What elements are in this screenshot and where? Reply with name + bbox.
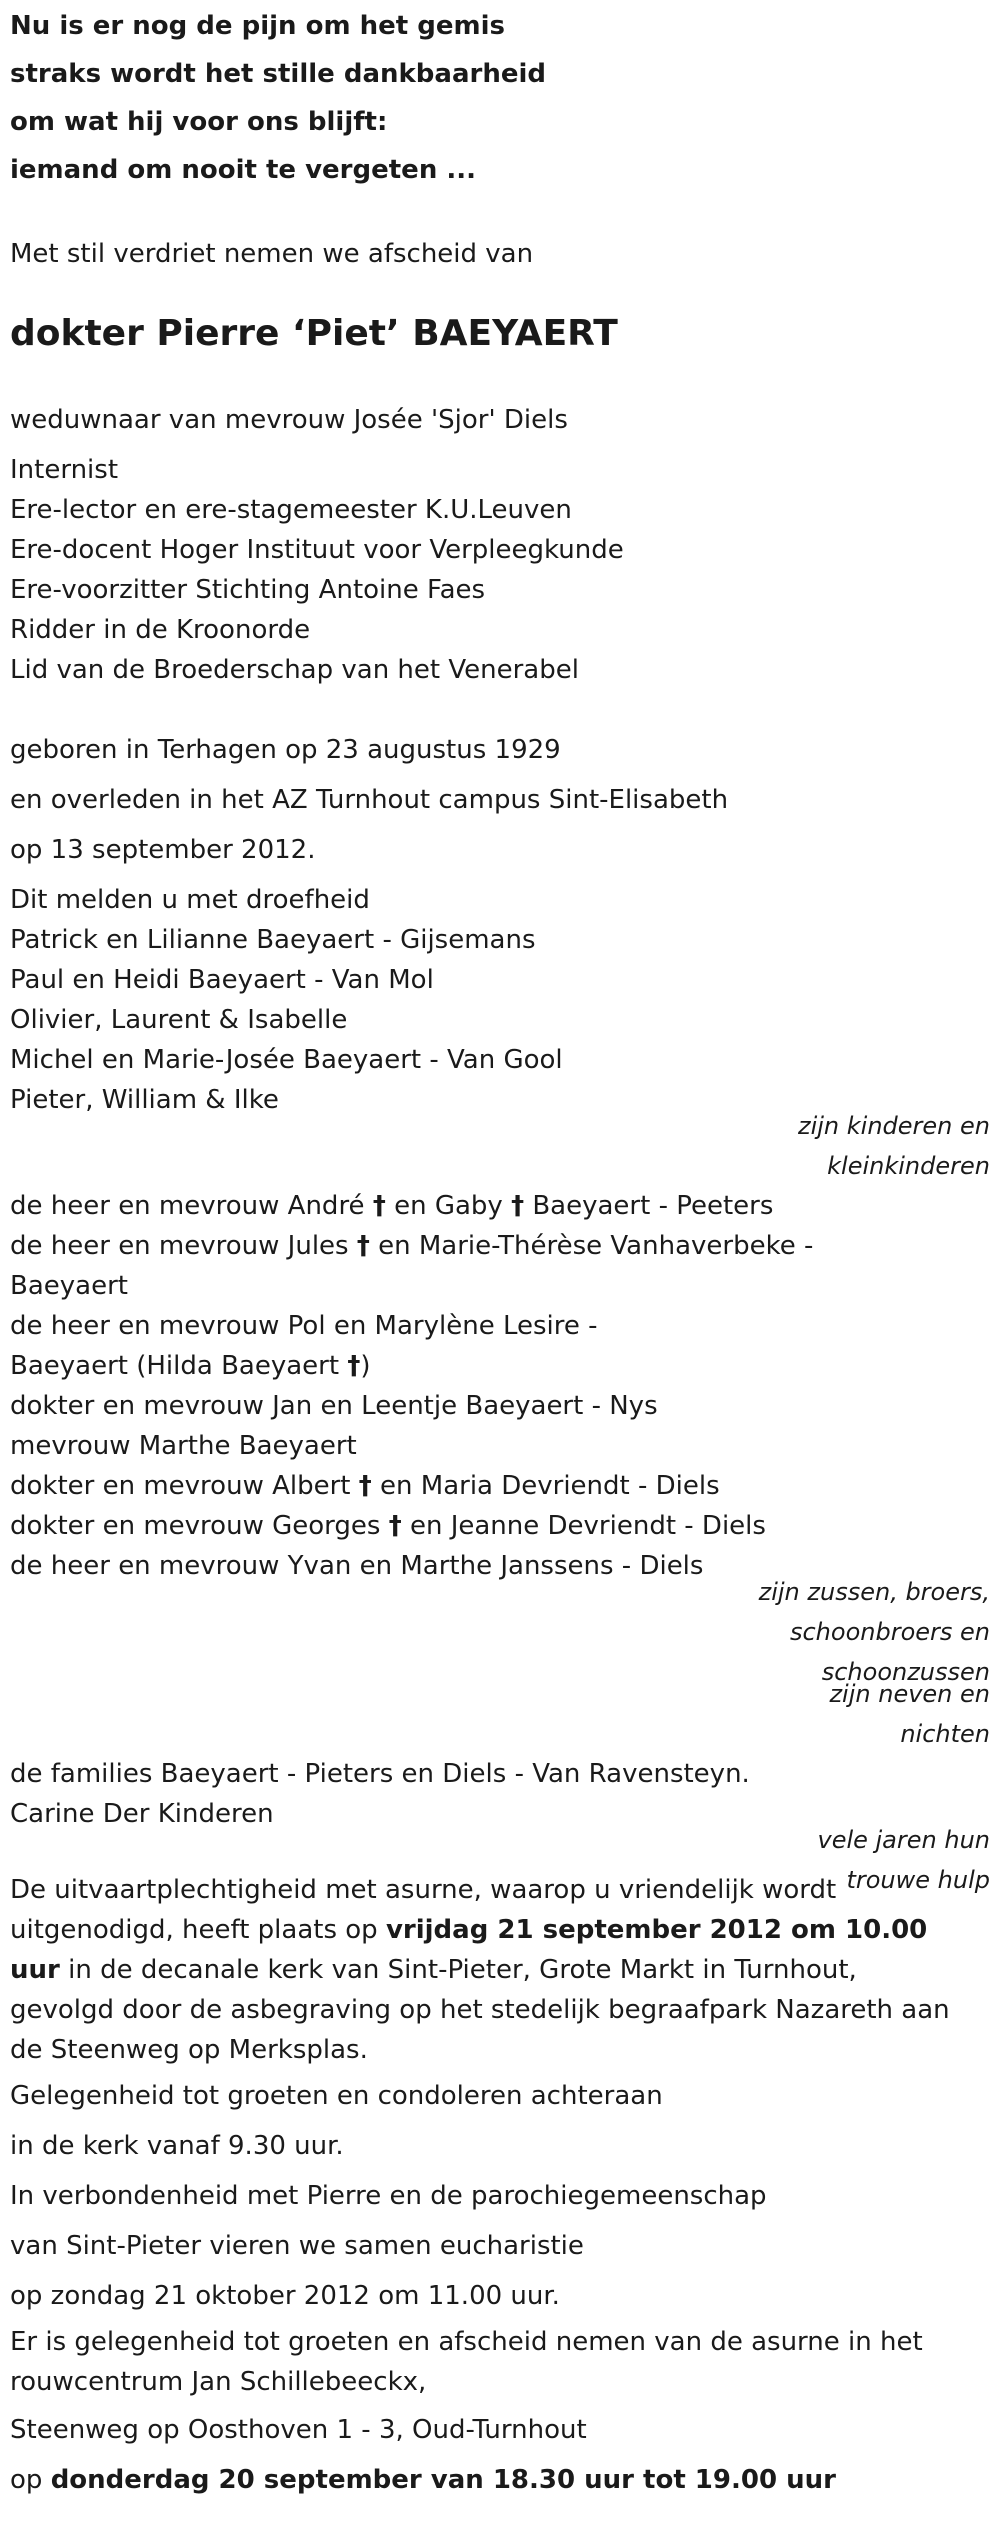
- carer: Carine Der Kinderen: [10, 1799, 274, 1829]
- children-role: zijn kinderen en: [798, 1112, 990, 1140]
- cross-icon: †: [372, 1191, 386, 1221]
- child-line: Olivier, Laurent & Isabelle: [10, 1005, 348, 1035]
- child-line: Patrick en Lilianne Baeyaert - Gijsemans: [10, 925, 536, 955]
- title-line: Ere-lector en ere-stagemeester K.U.Leuven: [10, 495, 572, 525]
- eucharist-line: In verbondenheid met Pierre en de parochiegemeenschap: [10, 2181, 767, 2211]
- carer-role: vele jaren hun: [817, 1826, 990, 1854]
- cross-icon: †: [347, 1351, 361, 1381]
- death-line: op 13 september 2012.: [10, 835, 316, 865]
- cousins-role: nichten: [900, 1720, 990, 1748]
- sibling-line: de heer en mevrouw Yvan en Marthe Janssens - Diels: [10, 1551, 704, 1581]
- child-line: Paul en Heidi Baeyaert - Van Mol: [10, 965, 434, 995]
- siblings-role: schoonzussen: [821, 1658, 990, 1686]
- intro: Met stil verdriet nemen we afscheid van: [10, 239, 534, 269]
- poem-line: straks wordt het stille dankbaarheid: [10, 59, 546, 89]
- sibling-line: dokter en mevrouw Albert † en Maria Devriendt - Diels: [10, 1471, 720, 1501]
- farewell-address: Steenweg op Oosthoven 1 - 3, Oud-Turnhout: [10, 2415, 587, 2445]
- condolence-line: Gelegenheid tot groeten en condoleren achteraan: [10, 2081, 663, 2111]
- farewell-when: op donderdag 20 september van 18.30 uur tot 19.00 uur: [10, 2465, 836, 2495]
- condolence-line: in de kerk vanaf 9.30 uur.: [10, 2131, 344, 2161]
- title-line: Internist: [10, 455, 119, 485]
- cross-icon: †: [511, 1191, 525, 1221]
- siblings-role: zijn zussen, broers,: [758, 1578, 990, 1606]
- deceased-name: dokter Pierre ‘Piet’ BAEYAERT: [10, 313, 618, 354]
- sibling-line: de heer en mevrouw Jules † en Marie-Thérèse Vanhaverbeke -: [10, 1231, 814, 1261]
- title-line: Lid van de Broederschap van het Venerabel: [10, 655, 579, 685]
- poem-line: iemand om nooit te vergeten ...: [10, 155, 477, 185]
- poem-line: Nu is er nog de pijn om het gemis: [10, 11, 505, 41]
- title-line: Ere-voorzitter Stichting Antoine Faes: [10, 575, 486, 605]
- families: de families Baeyaert - Pieters en Diels - Van Ravensteyn.: [10, 1759, 750, 1789]
- title-line: Ridder in de Kroonorde: [10, 615, 311, 645]
- farewell-paragraph: Er is gelegenheid tot groeten en afscheid nemen van de asurne in het rouwcentrum Jan Schillebeeckx,: [10, 2327, 923, 2397]
- siblings-role: schoonbroers en: [789, 1618, 990, 1646]
- birth: geboren in Terhagen op 23 augustus 1929: [10, 735, 561, 765]
- announcement: Dit melden u met droefheid: [10, 885, 370, 915]
- children-role: kleinkinderen: [827, 1152, 990, 1180]
- sibling-line: dokter en mevrouw Jan en Leentje Baeyaert - Nys: [10, 1391, 658, 1421]
- child-line: Pieter, William & Ilke: [10, 1085, 279, 1115]
- death-line: en overleden in het AZ Turnhout campus Sint-Elisabeth: [10, 785, 729, 815]
- sibling-line: Baeyaert: [10, 1271, 128, 1301]
- sibling-line: mevrouw Marthe Baeyaert: [10, 1431, 357, 1461]
- sibling-line: dokter en mevrouw Georges † en Jeanne Devriendt - Diels: [10, 1511, 766, 1541]
- cross-icon: †: [358, 1471, 372, 1501]
- cross-icon: †: [356, 1231, 370, 1261]
- sibling-line: Baeyaert (Hilda Baeyaert †): [10, 1351, 371, 1381]
- eucharist-line: op zondag 21 oktober 2012 om 11.00 uur.: [10, 2281, 560, 2311]
- cousins-role: zijn neven en: [829, 1680, 990, 1708]
- title-line: Ere-docent Hoger Instituut voor Verpleegkunde: [10, 535, 624, 565]
- sibling-line: de heer en mevrouw André † en Gaby † Baeyaert - Peeters: [10, 1191, 774, 1221]
- cross-icon: †: [388, 1511, 402, 1541]
- sibling-line: de heer en mevrouw Pol en Marylène Lesire -: [10, 1311, 598, 1341]
- poem-line: om wat hij voor ons blijft:: [10, 107, 388, 137]
- ceremony-date: vrijdag 21 september 2012 om 10.00 uur: [10, 1915, 928, 1985]
- eucharist-line: van Sint-Pieter vieren we samen eucharistie: [10, 2231, 584, 2261]
- widower: weduwnaar van mevrouw Josée 'Sjor' Diels: [10, 405, 568, 435]
- ceremony-paragraph: De uitvaartplechtigheid met asurne, waarop u vriendelijk wordt uitgenodigd, heeft plaats op vrijdag 21 september 2012 om 10.00 uur in de decanale kerk van Sint-Pieter, Grote Markt in Turnhout, gevolgd door de asbegraving op het stedelijk begraafpark Nazareth aan de Steenweg op Merksplas.: [10, 1875, 950, 2065]
- carer-role: trouwe hulp: [846, 1866, 990, 1894]
- child-line: Michel en Marie-Josée Baeyaert - Van Gool: [10, 1045, 563, 1075]
